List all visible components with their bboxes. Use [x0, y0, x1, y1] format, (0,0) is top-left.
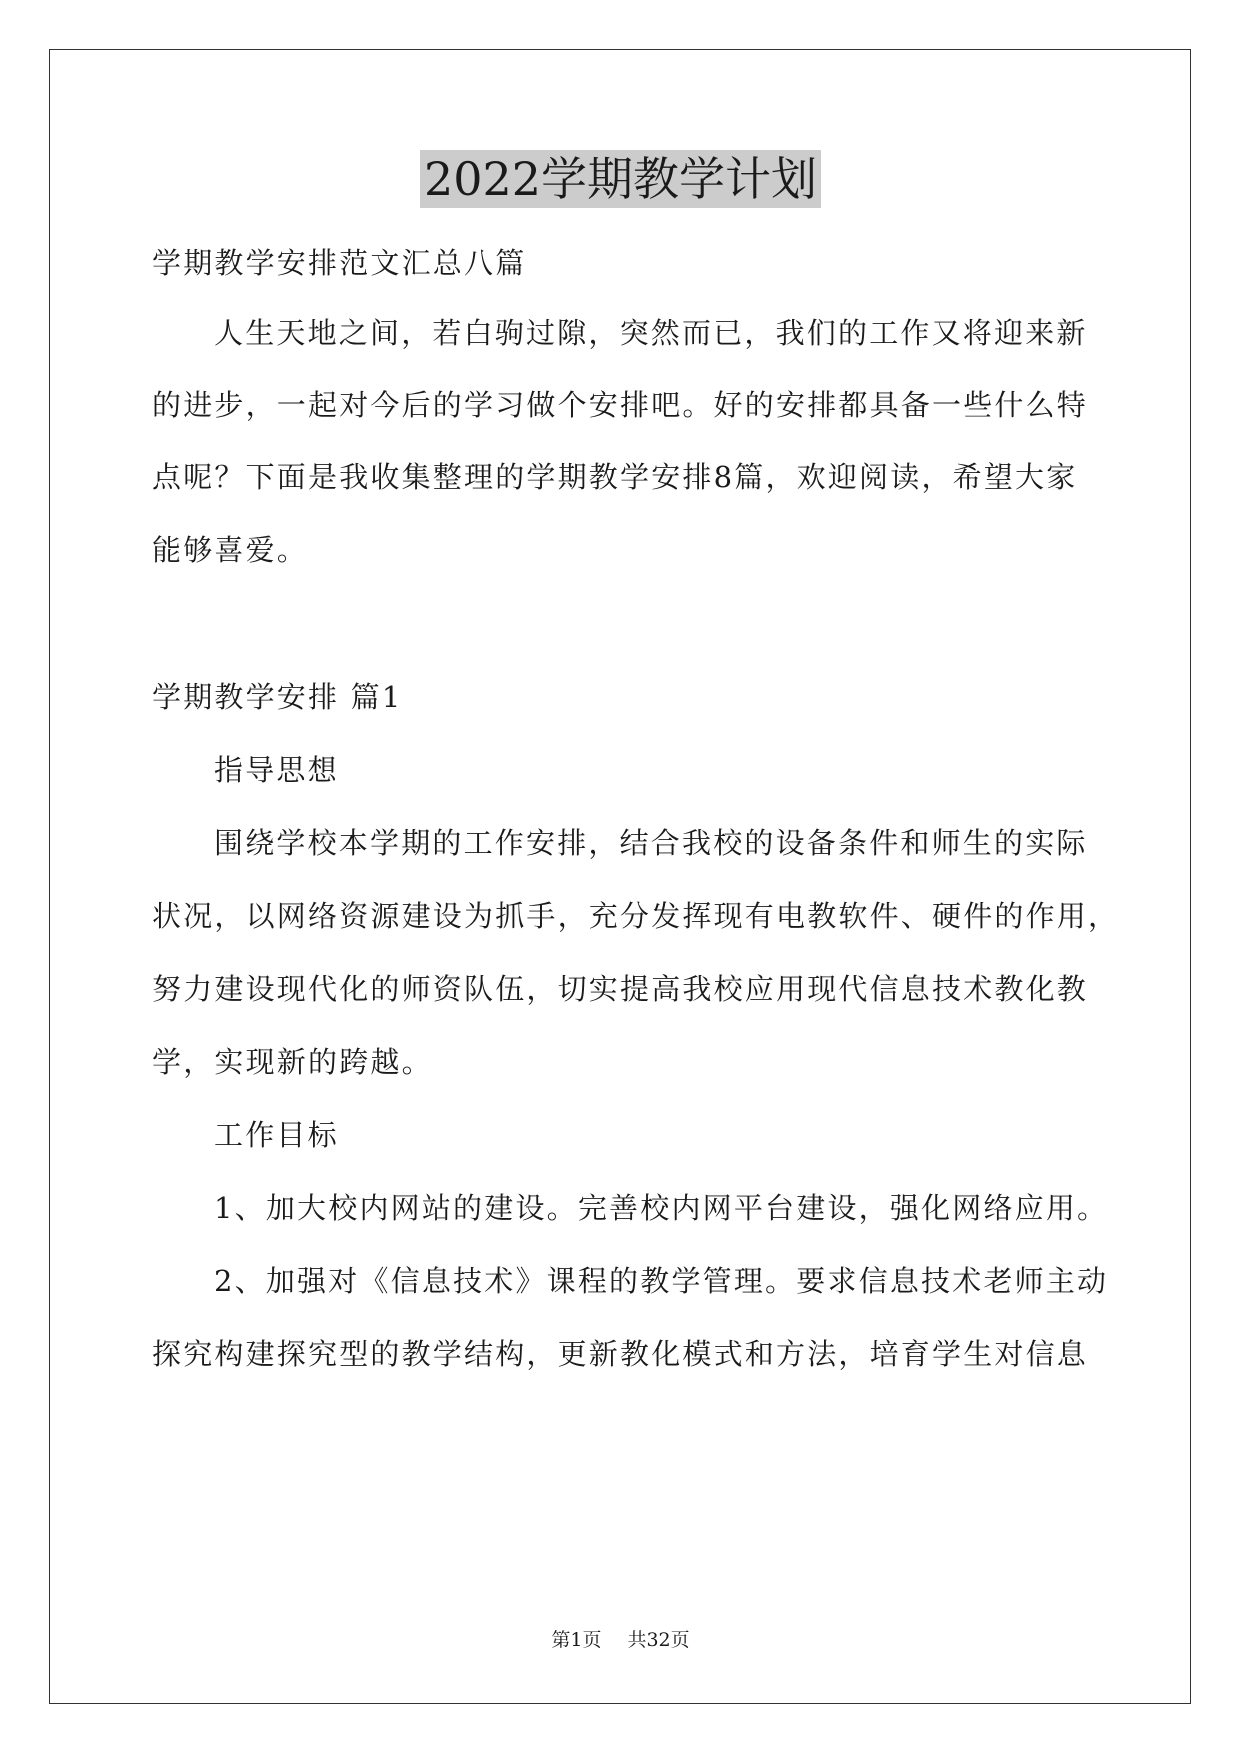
paragraph-line: 探究构建探究型的教学结构，更新教化模式和方法，培育学生对信息 [152, 1337, 1089, 1371]
page-number: 第1页 [551, 1629, 602, 1651]
subtitle-line: 学期教学安排范文汇总八篇 [152, 246, 527, 280]
paragraph-line: 的进步，一起对今后的学习做个安排吧。好的安排都具备一些什么特 [152, 388, 1089, 422]
subheading-guiding-thought: 指导思想 [214, 753, 339, 787]
paragraph-line: 能够喜爱。 [152, 533, 309, 567]
paragraph-line: 围绕学校本学期的工作安排，结合我校的设备条件和师生的实际 [214, 826, 1088, 860]
list-item: 1、加大校内网站的建设。完善校内网平台建设，强化网络应用。 [214, 1191, 1109, 1225]
paragraph-line: 人生天地之间，若白驹过隙，突然而已，我们的工作又将迎来新 [214, 316, 1088, 350]
page-footer [0, 1628, 1241, 1652]
list-item: 2、加强对《信息技术》课程的教学管理。要求信息技术老师主动 [214, 1264, 1109, 1298]
paragraph-line: 点呢？下面是我收集整理的学期教学安排8篇，欢迎阅读，希望大家 [152, 460, 1078, 494]
paragraph-line: 学，实现新的跨越。 [152, 1045, 433, 1079]
paragraph-line: 努力建设现代化的师资队伍，切实提高我校应用现代信息技术教化教 [152, 972, 1089, 1006]
title-wrap [0, 150, 1241, 208]
subheading-work-goals: 工作目标 [214, 1118, 339, 1152]
page-total: 共32页 [627, 1629, 690, 1651]
page-border [49, 49, 1191, 1704]
section-heading: 学期教学安排 篇1 [152, 680, 403, 714]
document-title: 2022学期教学计划 [420, 150, 821, 208]
paragraph-line: 状况，以网络资源建设为抓手，充分发挥现有电教软件、硬件的作用， [152, 899, 1120, 933]
